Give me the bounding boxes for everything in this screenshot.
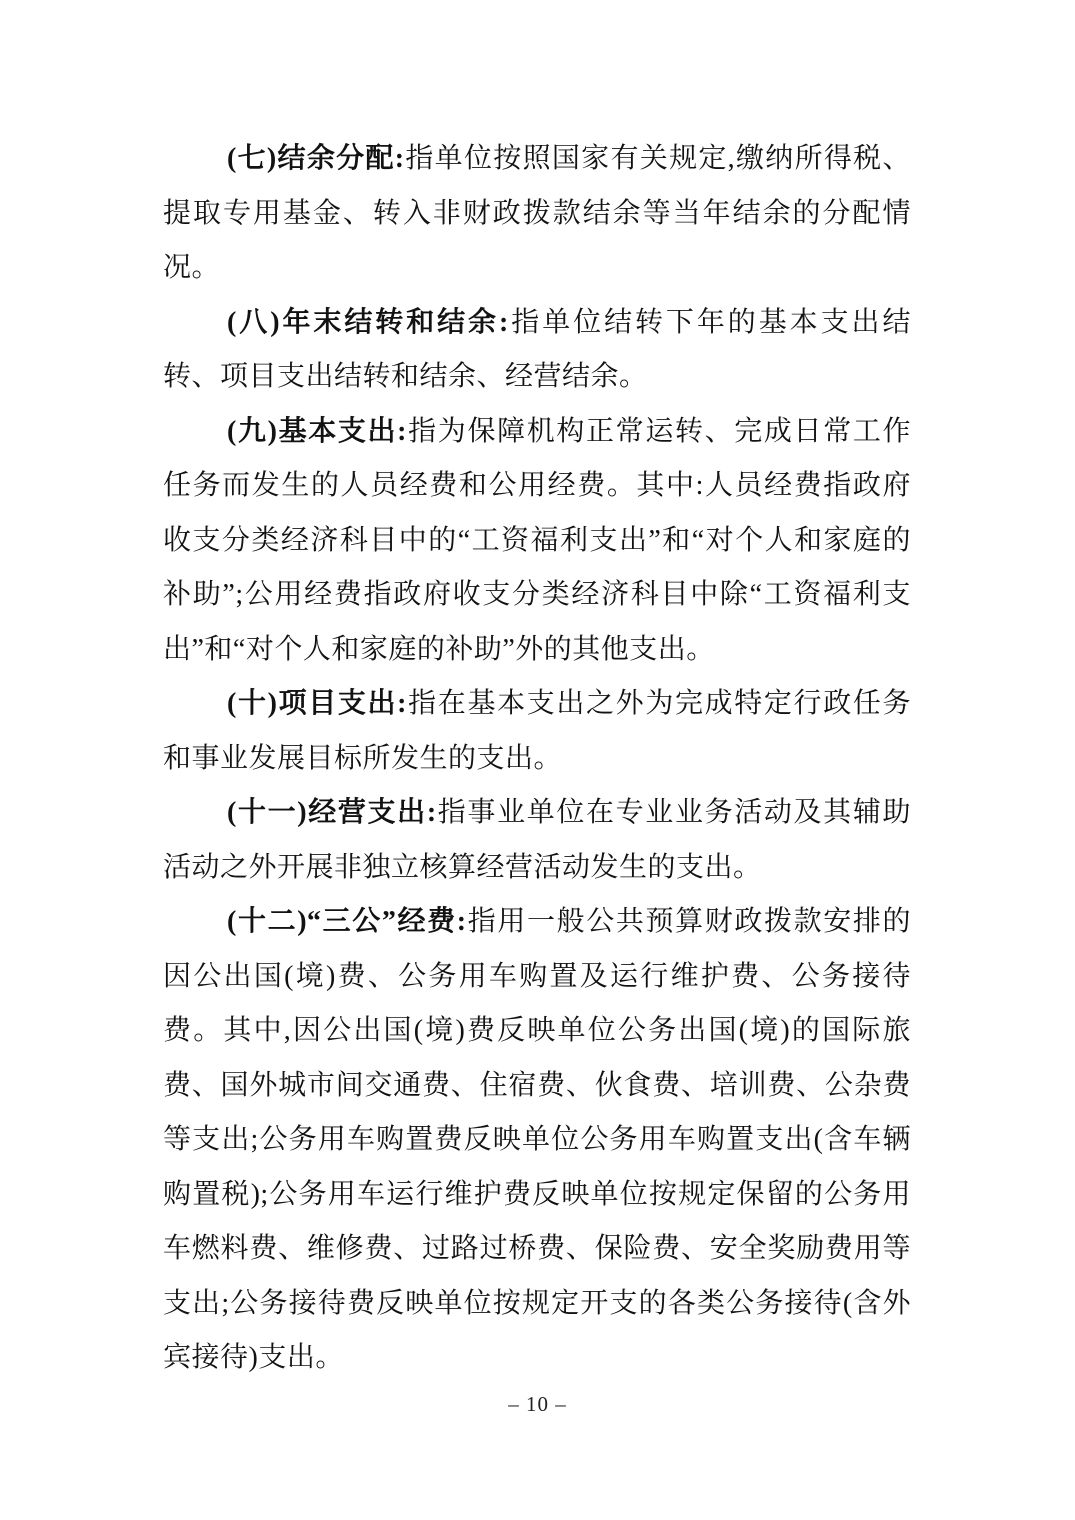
definition-paragraph	[163, 132, 911, 296]
definition-text: 指在基本支出之外为完成特定行政任务和事业发展目标所发生的支出。	[163, 688, 911, 774]
definition-paragraph	[163, 296, 911, 405]
term-label: (十一)经营支出:	[227, 797, 437, 828]
definition-paragraph	[163, 895, 911, 1386]
definition-text: 指单位按照国家有关规定,缴纳所得税、提取专用基金、转入非财政拨款结余等当年结余的分配情况。	[163, 143, 911, 283]
definition-paragraph	[163, 786, 911, 895]
term-label: (七)结余分配:	[227, 143, 405, 174]
term-label: (八)年末结转和结余:	[227, 306, 509, 338]
page-number: – 10 –	[508, 1392, 567, 1416]
definition-text: 指为保障机构正常运转、完成日常工作任务而发生的人员经费和公用经费。其中:人员经费指政府收支分类经济科目中的“工资福利支出”和“对个人和家庭的补助”;公用经费指政府收支分类经济科目中除“工资福利支出”和“对个人和家庭的补助”外的其他支出。	[163, 415, 911, 665]
definition-text: 指用一般公共预算财政拨款安排的因公出国(境)费、公务用车购置及运行维护费、公务接待费。其中,因公出国(境)费反映单位公务出国(境)的国际旅费、国外城市间交通费、住宿费、伙食费、培训费、公杂费等支出;公务用车购置费反映单位公务用车购置支出(含车辆购置税);公务用车运行维护费反映单位按规定保留的公务用车燃料费、维修费、过路过桥费、保险费、安全奖励费用等支出;公务接待费反映单位按规定开支的各类公务接待(含外宾接待)支出。	[163, 906, 911, 1373]
definition-text: 指单位结转下年的基本支出结转、项目支出结转和结余、经营结余。	[163, 306, 911, 392]
definition-text: 指事业单位在专业业务活动及其辅助活动之外开展非独立核算经营活动发生的支出。	[163, 797, 911, 883]
definition-paragraph	[163, 405, 911, 678]
term-label: (十)项目支出:	[227, 688, 407, 719]
term-label: (十二)“三公”经费:	[227, 906, 467, 937]
document-body	[163, 132, 911, 1386]
definition-paragraph	[163, 677, 911, 786]
term-label: (九)基本支出:	[227, 415, 407, 447]
